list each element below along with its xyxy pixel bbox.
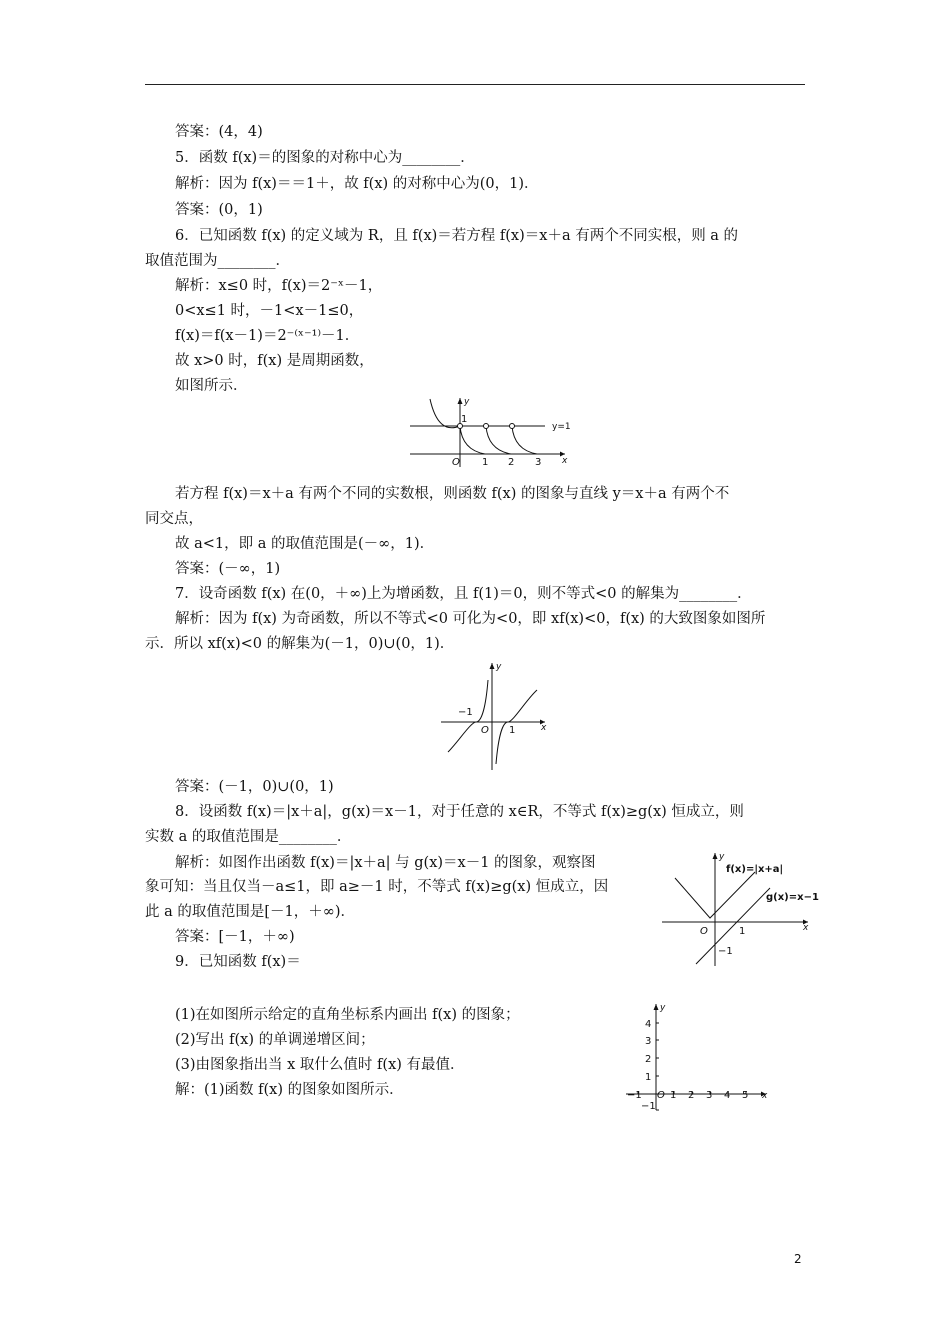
solution-8-line3: 此 a 的取值范围是[－1，＋∞)．	[145, 904, 355, 920]
answer-5: 答案：(0，1)	[175, 202, 263, 218]
y-axis-label: y	[496, 662, 502, 672]
figure-abs-and-linear	[660, 850, 825, 968]
g-label: g(x)=x−1	[766, 892, 819, 903]
solution-6-line3: f(x)＝f(x－1)＝2⁻⁽ˣ⁻¹⁾－1．	[175, 328, 360, 344]
y-axis-label: y	[464, 397, 470, 407]
curve-branch-3	[512, 426, 537, 454]
problem-9-part1: (1)在如图所示给定的直角坐标系内画出 f(x) 的图象；	[175, 1007, 520, 1023]
problem-6-line1: 6．已知函数 f(x) 的定义域为 R，且 f(x)＝若方程 f(x)＝x＋a 有两个不同实根，则 a 的	[175, 228, 739, 244]
answer-6: 答案：(－∞，1)	[175, 561, 281, 577]
curve-branch-2	[486, 426, 511, 454]
solution-6-line7: 同交点，	[145, 511, 203, 527]
problem-7: 7．设奇函数 f(x) 在(0，＋∞)上为增函数，且 f(1)＝0，则不等式<0 的解集为________．	[175, 586, 752, 602]
line-label: y=1	[552, 422, 571, 432]
problem-8-line2: 实数 a 的取值范围是________．	[145, 829, 352, 845]
x-tick-label-neg1: −1	[627, 1090, 642, 1101]
problem-9: 9．已知函数 f(x)＝	[175, 954, 301, 970]
x-tick-label-4: 4	[724, 1090, 731, 1101]
curve-right	[496, 690, 537, 764]
page-number: 2	[794, 1252, 802, 1266]
x-tick-3: 3	[535, 457, 542, 468]
point-label-1: 1	[461, 414, 468, 425]
solution-7-line2: 示．所以 xf(x)<0 的解集为(－1，0)∪(0，1)．	[145, 636, 455, 652]
y-axis-label: y	[719, 852, 725, 862]
origin-label: O	[657, 1090, 665, 1101]
origin-label: O	[700, 926, 708, 937]
answer-4: 答案：(4，4)	[175, 124, 263, 140]
solution-6-line1: 解析：x≤0 时，f(x)＝2⁻ˣ－1，	[175, 278, 383, 294]
origin-label: O	[481, 725, 489, 736]
y-tick-neg1: −1	[718, 946, 733, 957]
solution-6-line2: 0<x≤1 时，－1<x－1≤0，	[175, 303, 364, 319]
solution-7-line1: 解析：因为 f(x) 为奇函数，所以不等式<0 可化为<0，即 xf(x)<0，f(x) 的大致图象如图所	[175, 611, 766, 627]
solution-5: 解析：因为 f(x)＝＝1＋，故 f(x) 的对称中心为(0，1)．	[175, 176, 539, 192]
solution-6-line4: 故 x>0 时，f(x) 是周期函数，	[175, 353, 374, 369]
x-tick-neg1: −1	[458, 707, 473, 718]
problem-6-line2: 取值范围为________．	[145, 253, 290, 269]
open-point	[484, 424, 489, 429]
problem-5: 5．函数 f(x)＝的图象的对称中心为________．	[175, 150, 475, 166]
y-tick-label-2: 2	[645, 1054, 652, 1065]
x-axis-label: x	[541, 723, 547, 733]
y-tick-label-neg1: −1	[641, 1101, 656, 1112]
header-rule	[145, 84, 805, 85]
y-axis-label: y	[660, 1003, 666, 1013]
x-tick-label-2: 2	[688, 1090, 695, 1101]
x-tick-2: 2	[508, 457, 515, 468]
origin-label: O	[452, 457, 460, 468]
x-tick-1: 1	[739, 926, 746, 937]
y-tick-label-1: 1	[645, 1072, 652, 1083]
curve-branch-left	[430, 399, 460, 428]
solution-8-line1: 解析：如图作出函数 f(x)＝|x＋a| 与 g(x)＝x－1 的图象，观察图	[175, 855, 596, 871]
solution-9-line1: 解：(1)函数 f(x) 的图象如图所示．	[175, 1082, 404, 1098]
answer-8: 答案：[－1，＋∞)	[175, 929, 295, 945]
figure-blank-axes	[622, 1000, 774, 1112]
x-tick-label-3: 3	[706, 1090, 713, 1101]
problem-9-part3: (3)由图象指出当 x 取什么值时 f(x) 有最值．	[175, 1057, 465, 1073]
x-axis-label: x	[762, 1091, 768, 1101]
answer-7: 答案：(－1，0)∪(0，1)	[175, 779, 334, 795]
solution-6-line6: 若方程 f(x)＝x＋a 有两个不同的实数根，则函数 f(x) 的图象与直线 y＝x＋a 有两个不	[175, 486, 730, 502]
x-axis-label: x	[562, 456, 568, 466]
y-tick-label-3: 3	[645, 1036, 652, 1047]
f-label: f(x)=|x+a|	[726, 864, 784, 875]
figure-periodic-function	[405, 395, 585, 470]
problem-8-line1: 8．设函数 f(x)＝|x＋a|，g(x)＝x－1，对于任意的 x∈R，不等式 f(x)≥g(x) 恒成立，则	[175, 804, 744, 820]
x-axis-label: x	[803, 923, 809, 933]
solution-6-line5: 如图所示．	[175, 378, 248, 394]
curve-branch-1	[460, 426, 485, 454]
x-tick-1: 1	[509, 725, 516, 736]
solution-8-line2: 象可知：当且仅当－a≤1，即 a≥－1 时，不等式 f(x)≥g(x) 恒成立，因	[145, 879, 609, 895]
solution-6-line8: 故 a<1，即 a 的取值范围是(－∞，1)．	[175, 536, 435, 552]
y-tick-label-4: 4	[645, 1019, 652, 1030]
figure-odd-function	[438, 660, 553, 772]
x-tick-label-1: 1	[670, 1090, 677, 1101]
x-tick-label-5: 5	[742, 1090, 749, 1101]
problem-9-part2: (2)写出 f(x) 的单调递增区间；	[175, 1032, 375, 1048]
x-tick-1: 1	[482, 457, 489, 468]
open-point	[510, 424, 515, 429]
